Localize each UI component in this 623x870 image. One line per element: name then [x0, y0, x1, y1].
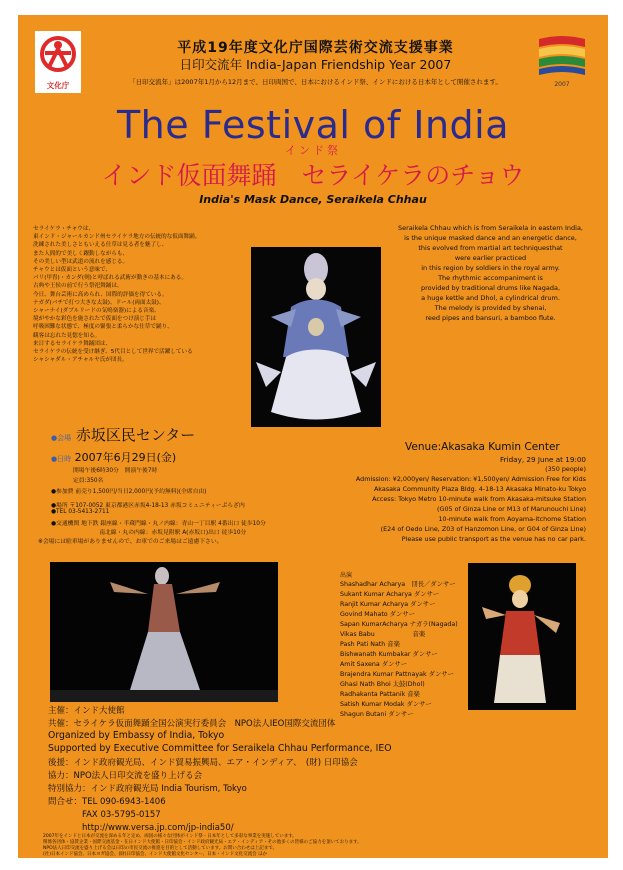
performer: Shashadhar Acharya 団長／ダンサー — [340, 581, 456, 588]
performer: Brajendra Kumar Pattnayak ダンサー — [340, 671, 454, 678]
footer-note: 2007年をインドと日本が交流を深める年と定め、両国の様々な団体がインド祭・日本年として多彩な事業を実施しています。 — [43, 834, 297, 839]
desc-jp-line: 東インド・ジャールカンド州セライケラ地方の伝統的な仮面舞踊。 — [33, 234, 201, 241]
header-line-1: 平成19年度文化庁国際芸術交流支援事業 — [177, 40, 454, 56]
desc-jp-line: セライケラ・チャウは、 — [33, 226, 95, 232]
desc-jp-line: パリ(甲冑)・カンダ(剣)と呼ばれる武術が動きの基本にある。 — [33, 275, 187, 282]
poster — [18, 15, 608, 858]
desc-en-line: provided by traditional drums like Nagada, — [420, 284, 561, 292]
description-japanese — [33, 225, 283, 364]
footer-note: NPO法人日印交流を盛り上げる会は日印の市民交流の推進を目的として活動しています。お問い合わせは上記まで。 — [43, 846, 278, 851]
desc-jp-line: シャーナイ(ダブルリードの気鳴楽器)による音楽、 — [33, 308, 160, 315]
credit-line: Organized by Embassy of India, Tokyo — [48, 730, 225, 741]
time-line: 開場午後6時30分 開演午後7時 — [73, 468, 158, 474]
desc-jp-line: また人間的で美しく躍動しながらも、 — [33, 250, 129, 257]
event-en-line: Access: Tokyo Metro 10-minute walk from Akasaka-mitsuke Station — [372, 495, 586, 503]
desc-jp-line: その美しい型は武道の流れを感じる。 — [33, 258, 129, 265]
contact-fax: FAX 03-5795-0157 — [48, 810, 161, 820]
desc-jp-line: チャウとは仮面という意味で、 — [33, 267, 112, 274]
desc-en-line: reed pipes and bansuri, a bamboo flute. — [425, 314, 556, 322]
event-en-line: (E24 of Oedo Line, Z03 of Hanzomon Line, or G04 of Ginza Line) — [380, 525, 586, 533]
venue-label: ●会場 — [51, 434, 72, 442]
japanese-title: インド仮面舞踊 セライケラのチョウ — [101, 161, 525, 190]
credit-line: 共催：セライケラ仮面舞踊全国公演実行委員会 NPO法人IEO国際交流団体 — [48, 719, 336, 729]
performer: Pash Pati Nath 音楽 — [340, 641, 400, 648]
credit-line: Supported by Executive Committee for Seraikela Chhau Performance, IEO — [48, 743, 392, 754]
svg-text:文化庁: 文化庁 — [46, 81, 70, 90]
dancer-photo-stage — [50, 562, 278, 702]
desc-jp-line: 洗練された美しさともいえる仕草は見る者を魅了し、 — [33, 242, 168, 249]
desc-jp-line: 今日、舞台芸術に高められ、国際的評価を得ている。 — [33, 291, 168, 298]
desc-en-line: this evolved from martial art techniquesthat — [418, 244, 563, 252]
performer: Sukant Kumar Acharya ダンサー — [340, 591, 440, 598]
desc-jp-line: ナガダ(バチで打つ大きな太鼓)、ドール(両面太鼓)、 — [33, 299, 165, 306]
performer: Satish Kumar Modak ダンサー — [340, 701, 432, 708]
performer: Sapan KumarAcharya ナガラ(Nagada) — [340, 621, 458, 628]
event-en-line: Akasaka Community Plaza Bldg. 4-18-13 Akasaka Minato-ku Tokyo — [373, 485, 586, 493]
venue-jp — [51, 424, 195, 445]
access-jp: ●交通機関 地下鉄 銀座線・半蔵門線・丸ノ内線：青山一丁目駅 4番出口 徒歩10分 — [51, 521, 266, 527]
footer-note: (社)日本インド協会、日本ヨガ協会、(財)日印協会、インド大使館文化センター、日本・インド文化交流会 ほか — [43, 852, 268, 857]
event-en-line: Please use public transport as the venue has no car park. — [401, 535, 586, 543]
date-value-jp: 2007年6月29日(金) — [74, 451, 177, 464]
venue-en: Venue:Akasaka Kumin Center — [405, 441, 560, 453]
bunkacho-logo — [35, 31, 81, 93]
title-ruby: インド祭 — [285, 144, 341, 157]
performer: Govind Mahato ダンサー — [340, 611, 415, 618]
performer: Vikas Babu 音楽 — [340, 631, 426, 638]
footer-note: 関係各団体・協賛企業・国際交流基金・在日インド大使館・日印協会・インド政府観光局・エア・インディア・その他多くの皆様のご協力を頂いております。 — [43, 840, 362, 845]
capacity-jp: 定員:350名 — [73, 478, 104, 484]
desc-en-line: The rhythmic accompaniment is — [438, 274, 543, 282]
performer: Amit Saxena ダンサー — [340, 661, 408, 668]
header-note: 「日印交流年」は2007年1月から12月まで、日印両国で、日本におけるインド祭、インドにおける日本年として開催されます。 — [129, 78, 502, 86]
performer: Radhakanta Pattanik 音楽 — [340, 691, 420, 698]
dancer-photo-main — [251, 247, 381, 427]
desc-en-line: in this region by soldiers in the royal army. — [421, 264, 560, 272]
desc-en-line: is the unique masked dance and an energetic dance, — [404, 234, 577, 242]
desc-jp-line: 観客は忘れた見惚を知る。 — [33, 332, 101, 339]
desc-jp-line: シャシャダル・アチャルヤ氏が団長。 — [33, 357, 128, 364]
main-title: The Festival of India — [116, 103, 510, 147]
performers-title: 出演 — [340, 572, 353, 579]
address-jp: ●場所 〒107-0052 東京都港区赤坂4-18-13 赤坂コミュニティーぷらざ内 — [51, 503, 245, 509]
date-en: Friday, 29 June at 19:00 — [500, 455, 586, 464]
performer: Bishwanath Kumbakar ダンサー — [340, 651, 438, 658]
svg-text:2007: 2007 — [554, 81, 570, 88]
desc-en-line: a huge kettle and Dhol, a cylindrical drum. — [421, 294, 560, 302]
desc-en-line: were earlier practiced — [454, 254, 527, 262]
date-label: ●日時 — [51, 455, 72, 463]
credit-line: 協力：NPO法人日印交流を盛り上げる会 — [48, 771, 203, 781]
performer: Shagun Butani ダンサー — [340, 711, 414, 718]
desc-en-line: The melody is provided by shenai, — [434, 304, 547, 312]
dancer-photo-portrait — [468, 563, 576, 710]
performer: Ranjit Kumar Acharya ダンサー — [340, 601, 436, 608]
parking-note: ※会場には駐車場がありませんので、お車でのご来場はご遠慮下さい。 — [38, 539, 223, 545]
fee-jp: ●参加費 前売り1,500円/当日2,000円(予約無料)(全席自由) — [51, 489, 207, 495]
desc-jp-line: 呼吸困難な状態で、極度の緊張と柔らかな仕草で踊り、 — [33, 324, 173, 331]
contact-url[interactable]: http://www.versa.jp.com/jp-india50/ — [48, 823, 234, 833]
capacity-en: (350 people) — [545, 465, 586, 473]
desc-jp-line: セライケラの伝統を受け継ぎ、5代目として世界で活躍している — [33, 349, 193, 356]
credit-line: 主催：インド大使館 — [48, 706, 125, 716]
desc-jp-line: 境がやかな彩色を施されたで仮面をつけ演じ手は — [33, 316, 157, 323]
description-english — [383, 223, 598, 323]
credit-line: 後援：インド政府観光局、インド貿易振興局、エア・インディア、 (財) 日印協会 — [48, 758, 358, 768]
header-line-2: 日印交流年 India-Japan Friendship Year 2007 — [179, 57, 452, 72]
desc-en-line: Seraikela Chhau which is from Seraikela in eastern India, — [397, 224, 583, 232]
event-en-line: Admission: ¥2,000yen/ Reservation: ¥1,500yen/ Admission Free for Kids — [355, 475, 586, 483]
access-jp: 南北線・丸の内線：赤坂見附駅 A(赤坂口)出口 徒歩10分 — [51, 530, 247, 536]
tel-jp: ●TEL 03-5413-2711 — [51, 509, 110, 515]
credit-line: 特別協力：インド政府観光局 India Tourism, Tokyo — [48, 784, 247, 794]
contact-tel: 問合せ：TEL 090-6943-1406 — [48, 797, 166, 807]
performer: Ghasi Nath Bhoi 太鼓(Dhol) — [340, 681, 425, 688]
date-jp — [51, 449, 176, 465]
venue-name-jp: 赤坂区民センター — [75, 426, 196, 444]
friendship-year-logo — [535, 33, 589, 89]
event-en-line: 10-minute walk from Aoyama-itchome Station — [438, 515, 586, 523]
english-subtitle: India's Mask Dance, Seraikela Chhau — [199, 193, 427, 206]
event-en-line: (G05 of Ginza Line or M13 of Marunouchi Line) — [437, 505, 586, 513]
desc-jp-line: 古典や王侯の前で行う祭祀舞踊は、 — [33, 283, 123, 290]
desc-jp-line: 来日するセライケラ舞踊団は、 — [33, 340, 112, 347]
